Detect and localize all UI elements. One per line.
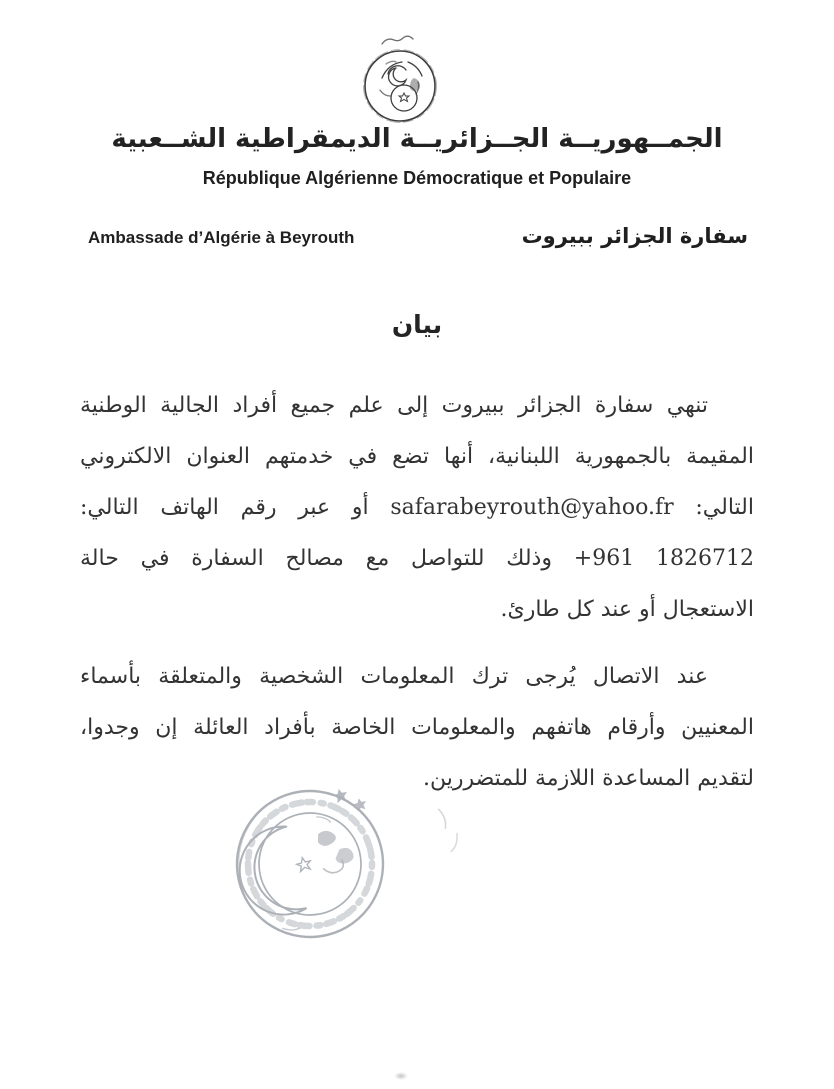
embassy-name-arabic: سفارة الجزائر ببيروت — [521, 224, 748, 248]
embassy-round-stamp-icon — [210, 772, 490, 961]
subject-heading: بيان — [391, 310, 443, 339]
algeria-national-emblem-icon — [352, 34, 448, 130]
paragraph-line: ‪+961 1826712‬ وذلك للتواصل مع مصالح السفارة في حالة — [80, 546, 754, 571]
country-title-french: République Algérienne Démocratique et Populaire — [202, 168, 632, 188]
paragraph-line: التالي: safarabeyrouth@yahoo.fr أو عبر رقم الهاتف التالي: — [80, 495, 754, 520]
paragraph-line: لتقديم المساعدة اللازمة للمتضررين. — [422, 766, 754, 791]
embassy-name-french: Ambassade d’Algérie à Beyrouth — [88, 228, 355, 247]
paragraph-line: الاستعجال أو عند كل طارئ. — [500, 597, 754, 622]
paragraph-line: المقيمة بالجمهورية اللبنانية، أنها تضع في خدمتهم العنوان الالكتروني — [80, 444, 754, 469]
paragraph-line: عند الاتصال يُرجى ترك المعلومات الشخصية والمتعلقة بأسماء — [80, 664, 708, 689]
letterhead-row — [88, 224, 748, 248]
country-title-arabic: الجمــهوريــة الجــزائريــة الديمقراطية الشــعبية — [111, 124, 723, 154]
paragraph-line: المعنيين وأرقام هاتفهم والمعلومات الخاصة بأفراد العائلة إن وجدوا، — [80, 715, 754, 740]
paragraph-line: تنهي سفارة الجزائر ببيروت إلى علم جميع أفراد الجالية الوطنية — [80, 393, 708, 418]
paragraph-1 — [80, 380, 754, 635]
scan-smudge — [394, 1072, 408, 1080]
letter-body — [80, 380, 754, 804]
